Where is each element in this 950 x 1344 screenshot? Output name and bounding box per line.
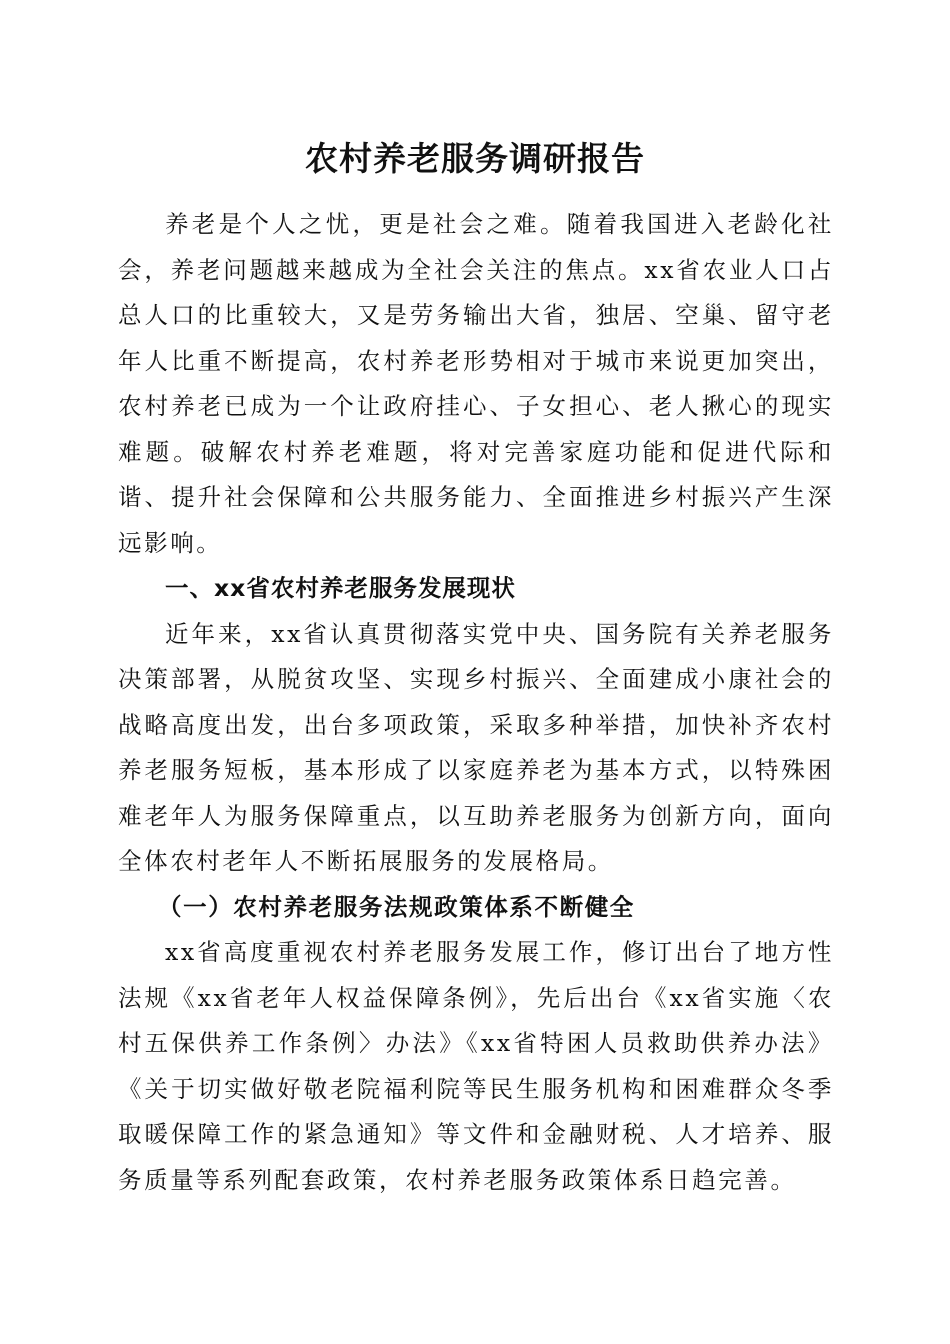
intro-paragraph: 养老是个人之忧，更是社会之难。随着我国进入老龄化社会，养老问题越来越成为全社会关注的焦点。xx省农业人口占总人口的比重较大，又是劳务输出大省，独居、空巢、留守老年人比重不断提高，农村养老形势相对于城市来说更加突出，农村养老已成为一个让政府挂心、子女担心、老人揪心的现实难题。破解农村养老难题，将对完善家庭功能和促进代际和谐、提升社会保障和公共服务能力、全面推进乡村振兴产生深远影响。 xyxy=(118,210,834,557)
document-body xyxy=(118,202,834,1203)
subsection-paragraph: xx省高度重视农村养老服务发展工作，修订出台了地方性法规《xx省老年人权益保障条例》，先后出台《xx省实施〈农村五保供养工作条例〉办法》《xx省特困人员救助供养办法》《关于切实做好敬老院福利院等民生服务机构和困难群众冬季取暖保障工作的紧急通知》等文件和金融财税、人才培养、服务质量等系列配套政策，农村养老服务政策体系日趋完善。 xyxy=(118,938,834,1194)
section-heading: 一、xx省农村养老服务发展现状 xyxy=(165,574,516,602)
subsection-heading: （一）农村养老服务法规政策体系不断健全 xyxy=(158,892,635,921)
document-title: 农村养老服务调研报告 xyxy=(305,139,645,178)
section-paragraph: 近年来，xx省认真贯彻落实党中央、国务院有关养老服务决策部署，从脱贫攻坚、实现乡村振兴、全面建成小康社会的战略高度出发，出台多项政策，采取多种举措，加快补齐农村养老服务短板，基本形成了以家庭养老为基本方式，以特殊困难老年人为服务保障重点，以互助养老服务为创新方向，面向全体农村老年人不断拓展服务的发展格局。 xyxy=(118,619,834,875)
